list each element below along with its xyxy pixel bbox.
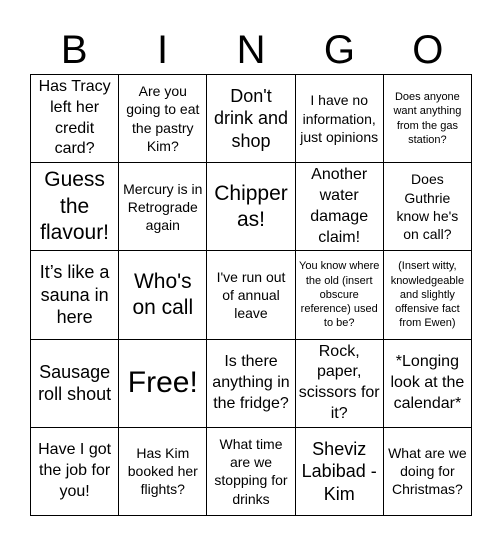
- bingo-cell[interactable]: Rock, paper, scissors for it?: [296, 340, 384, 428]
- bingo-cell[interactable]: Sausage roll shout: [31, 340, 119, 428]
- bingo-cell[interactable]: Guess the flavour!: [31, 163, 119, 251]
- bingo-cell[interactable]: What are we doing for Christmas?: [384, 428, 472, 516]
- bingo-header: [30, 28, 472, 72]
- bingo-cell[interactable]: Has Kim booked her flights?: [119, 428, 207, 516]
- bingo-cell[interactable]: Don't drink and shop: [207, 75, 295, 163]
- bingo-card-grid: [30, 74, 472, 516]
- bingo-cell[interactable]: It’s like a sauna in here: [31, 251, 119, 339]
- bingo-cell[interactable]: Who's on call: [119, 251, 207, 339]
- bingo-cell[interactable]: Does Guthrie know he's on call?: [384, 163, 472, 251]
- bingo-cell[interactable]: Does anyone want anything from the gas station?: [384, 75, 472, 163]
- bingo-cell[interactable]: I've run out of annual leave: [207, 251, 295, 339]
- bingo-cell[interactable]: *Longing look at the calendar*: [384, 340, 472, 428]
- header-letter-g: G: [323, 28, 355, 72]
- bingo-cell[interactable]: Is there anything in the fridge?: [207, 340, 295, 428]
- bingo-cell[interactable]: Are you going to eat the pastry Kim?: [119, 75, 207, 163]
- bingo-cell[interactable]: Sheviz Labibad - Kim: [296, 428, 384, 516]
- header-letter-n: N: [236, 28, 266, 72]
- bingo-cell[interactable]: Another water damage claim!: [296, 163, 384, 251]
- bingo-cell[interactable]: (Insert witty, knowledgeable and slightly offensive fact from Ewen): [384, 251, 472, 339]
- bingo-cell[interactable]: Have I got the job for you!: [31, 428, 119, 516]
- header-letter-o: O: [412, 28, 444, 72]
- header-letter-b: B: [60, 28, 88, 72]
- bingo-cell[interactable]: I have no information, just opinions: [296, 75, 384, 163]
- bingo-cell[interactable]: You know where the old (insert obscure reference) used to be?: [296, 251, 384, 339]
- bingo-cell[interactable]: Mercury is in Retrograde again: [119, 163, 207, 251]
- header-letter-i: I: [157, 28, 169, 72]
- bingo-cell[interactable]: Chipper as!: [207, 163, 295, 251]
- bingo-cell[interactable]: What time are we stopping for drinks: [207, 428, 295, 516]
- free-space-cell[interactable]: Free!: [119, 340, 207, 428]
- bingo-cell[interactable]: Has Tracy left her credit card?: [31, 75, 119, 163]
